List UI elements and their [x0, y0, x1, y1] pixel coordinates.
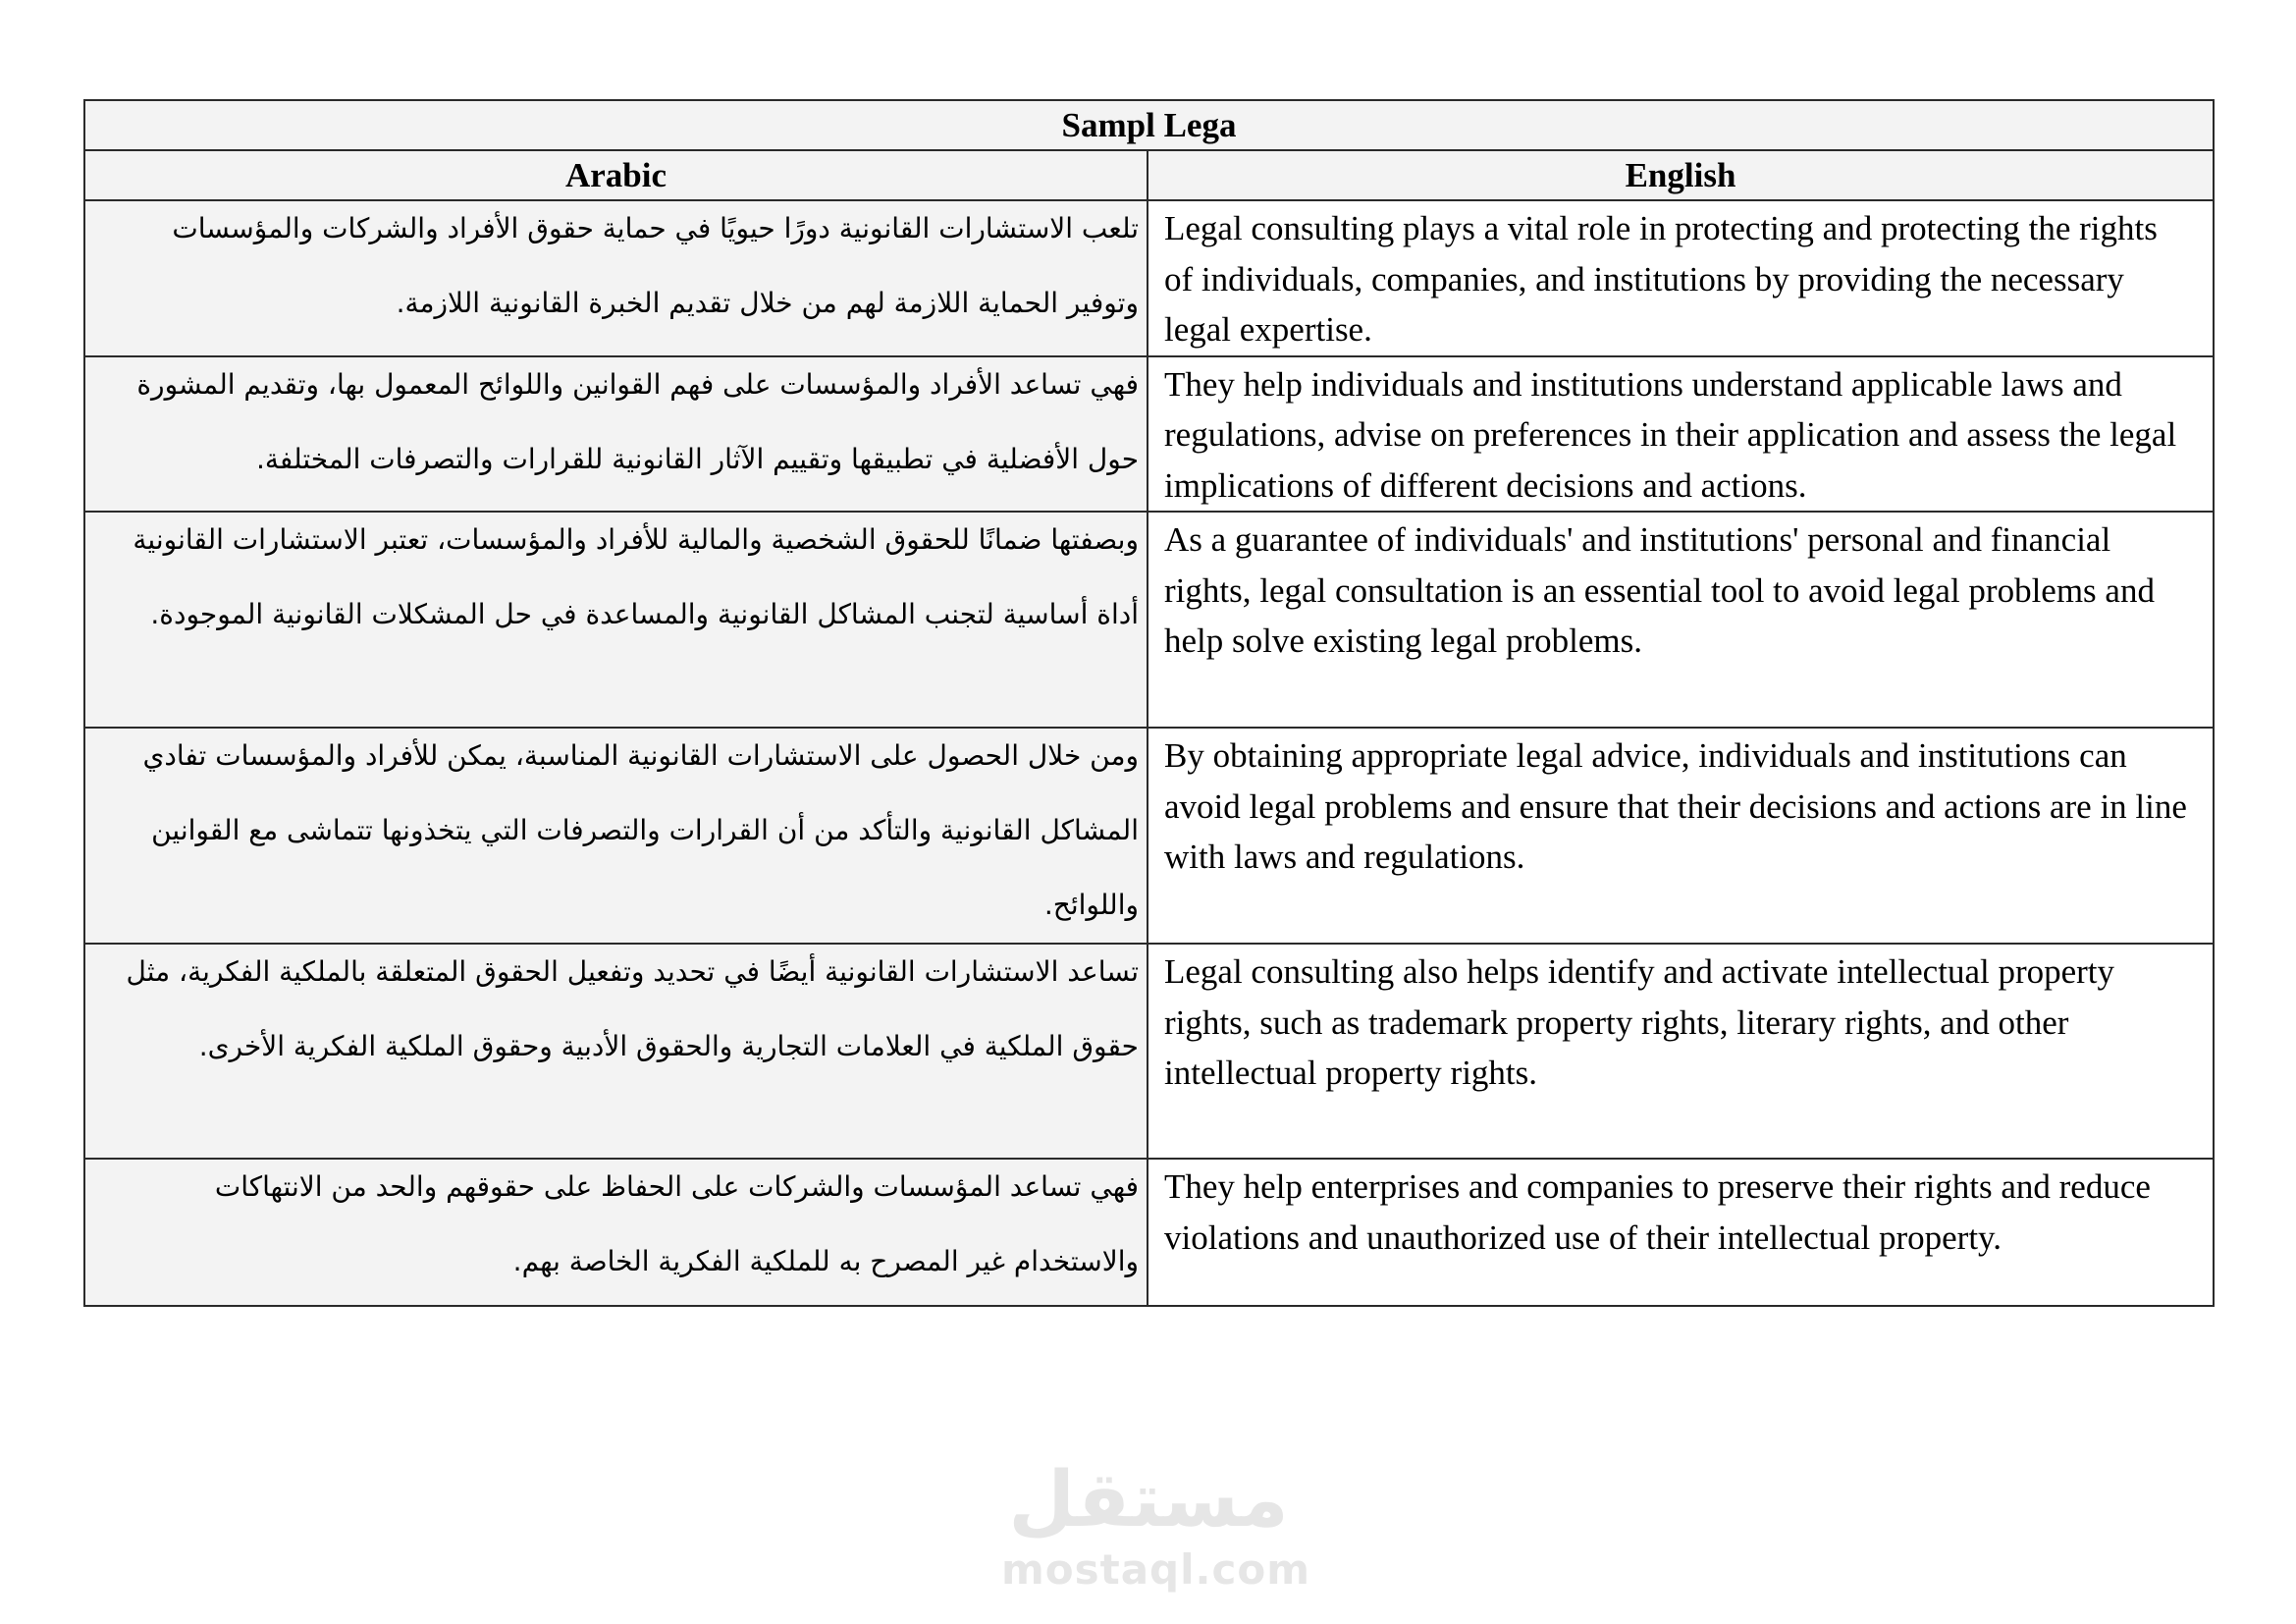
- english-cell: They help enterprises and companies to preserve their rights and reduce violations and unauthorized use of their intellectual property.: [1148, 1159, 2214, 1306]
- arabic-text: تلعب الاستشارات القانونية دورًا حيويًا في حماية حقوق الأفراد والشركات والمؤسسات وتوفير الحماية اللازمة لهم من خلال تقديم الخبرة القانونية اللازمة.: [172, 212, 1139, 319]
- table-title: Sampl Lega: [84, 100, 2214, 150]
- table-row: [84, 200, 2214, 356]
- english-cell: As a guarantee of individuals' and institutions' personal and financial rights, legal consultation is an essential tool to avoid legal problems and help solve existing legal problems.: [1148, 512, 2214, 728]
- arabic-text: فهي تساعد الأفراد والمؤسسات على فهم القوانين واللوائح المعمول بها، وتقديم المشورة حول الأفضلية في تطبيقها وتقييم الآثار القانونية للقرارات والتصرفات المختلفة.: [136, 367, 1139, 475]
- watermark-url: mostaql.com: [1001, 1545, 1310, 1594]
- english-cell: Legal consulting also helps identify and activate intellectual property rights, such as trademark property rights, literary rights, and other intellectual property rights.: [1148, 944, 2214, 1159]
- bilingual-table: [83, 99, 2215, 1307]
- english-cell: Legal consulting plays a vital role in protecting and protecting the rights of individuals, companies, and institutions by providing the necessary legal expertise.: [1148, 200, 2214, 356]
- table-row: [84, 1159, 2214, 1306]
- column-header-arabic: Arabic: [84, 150, 1148, 200]
- column-header-english: English: [1148, 150, 2214, 200]
- english-cell: They help individuals and institutions understand applicable laws and regulations, advise on preferences in their application and assess the legal implications of different decisions and actions.: [1148, 356, 2214, 513]
- mostaql-watermark: [1001, 1453, 1310, 1600]
- table-row: [84, 356, 2214, 513]
- arabic-cell: [84, 512, 1148, 728]
- arabic-text: ومن خلال الحصول على الاستشارات القانونية المناسبة، يمكن للأفراد والمؤسسات تفادي المشاكل القانونية والتأكد من أن القرارات والتصرفات التي يتخذونها تتماشى مع القوانين واللوائح.: [142, 739, 1139, 921]
- arabic-cell: [84, 356, 1148, 513]
- arabic-cell: [84, 1159, 1148, 1306]
- english-cell: By obtaining appropriate legal advice, individuals and institutions can avoid legal problems and ensure that their decisions and actions are in line with laws and regulations.: [1148, 728, 2214, 944]
- watermark-logo: مستقل: [1008, 1456, 1289, 1544]
- table-row: [84, 728, 2214, 944]
- title-row: [84, 100, 2214, 150]
- arabic-cell: [84, 944, 1148, 1159]
- arabic-text: وبصفتها ضمانًا للحقوق الشخصية والمالية للأفراد والمؤسسات، تعتبر الاستشارات القانونية أداة أساسية لتجنب المشاكل القانونية والمساعدة في حل المشكلات القانونية الموجودة.: [133, 523, 1139, 630]
- arabic-cell: [84, 728, 1148, 944]
- arabic-text: تساعد الاستشارات القانونية أيضًا في تحديد وتفعيل الحقوق المتعلقة بالملكية الفكرية، مثل حقوق الملكية في العلامات التجارية والحقوق الأدبية وحقوق الملكية الفكرية الأخرى.: [126, 955, 1139, 1062]
- arabic-text: فهي تساعد المؤسسات والشركات على الحفاظ على حقوقهم والحد من الانتهاكات والاستخدام غير المصرح به للملكية الفكرية الخاصة بهم.: [214, 1170, 1139, 1277]
- arabic-cell: [84, 200, 1148, 356]
- table-row: [84, 512, 2214, 728]
- table-row: [84, 944, 2214, 1159]
